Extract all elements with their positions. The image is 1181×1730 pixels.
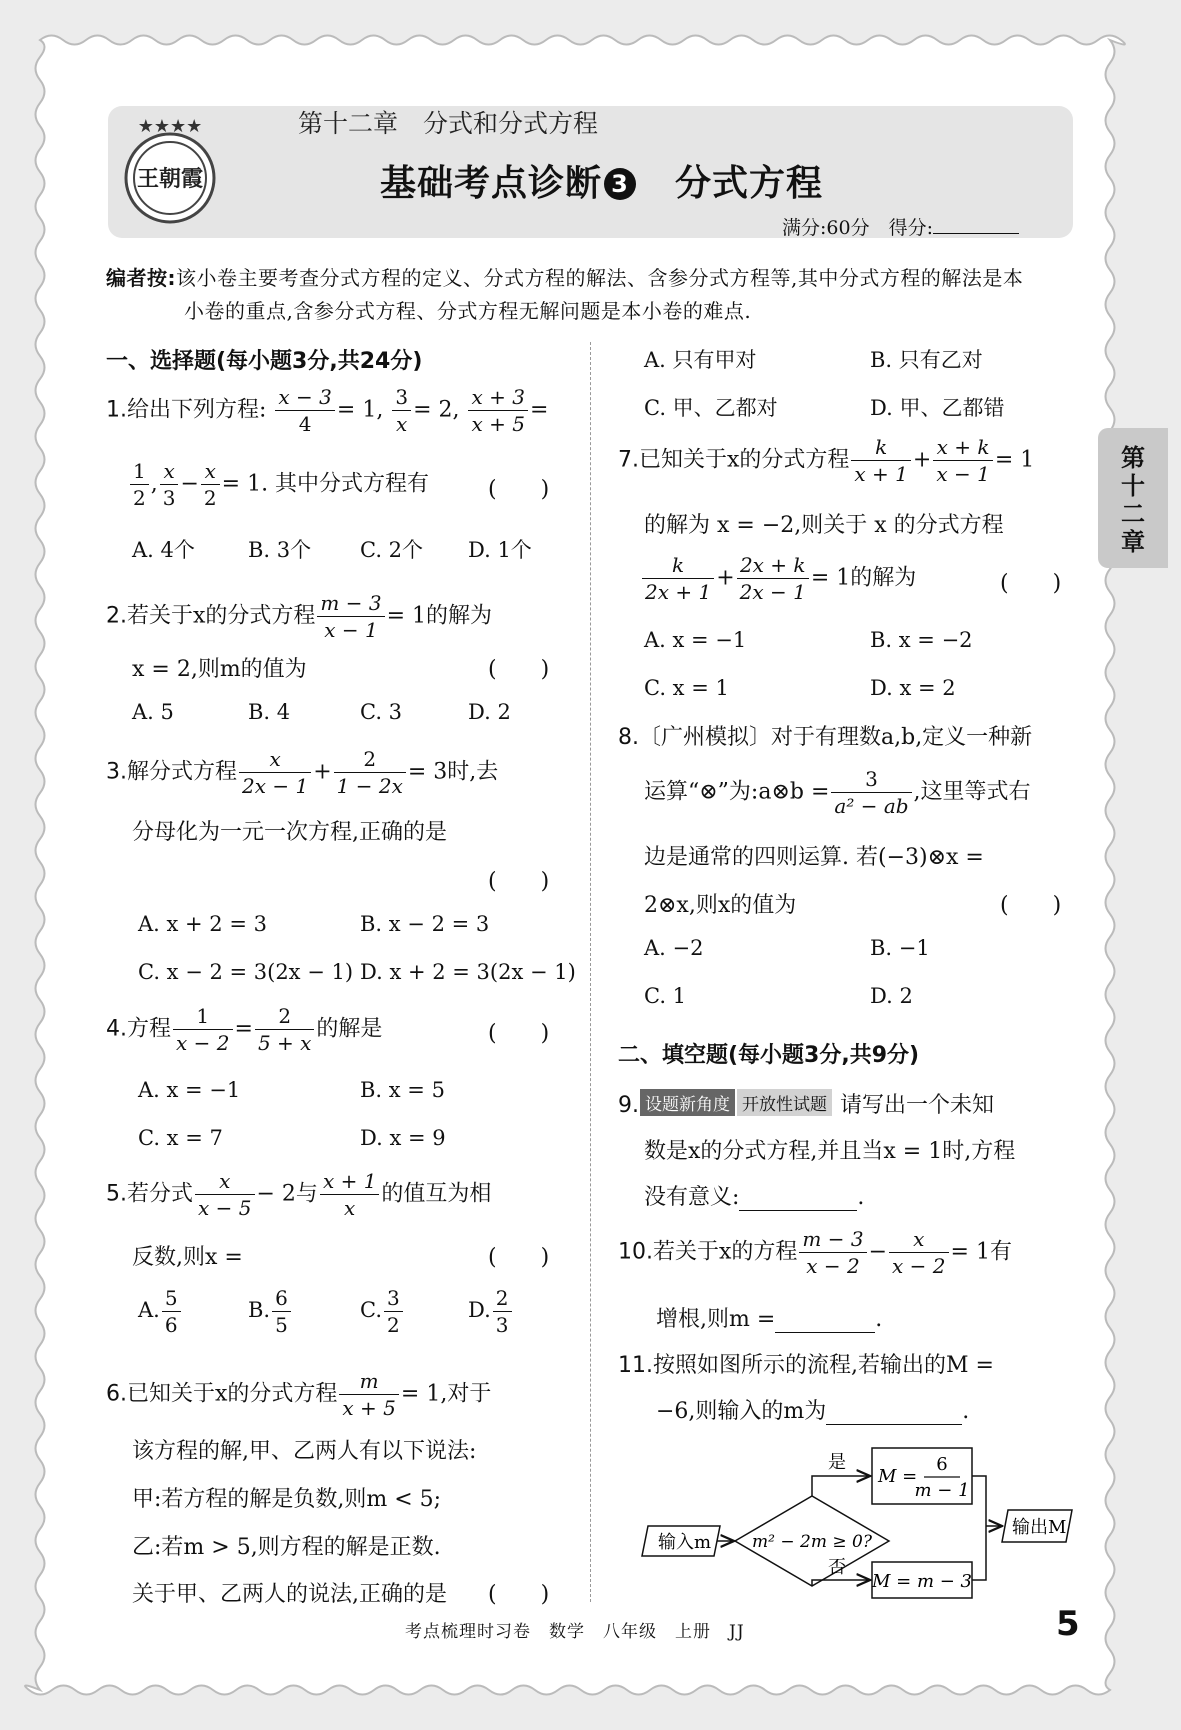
question-2: 2.若关于x的分式方程 $\frac{m - 3}{x - 1}$ = 1的解为 (106, 591, 493, 642)
question-5: 5.若分式 $\frac{x}{x - 5}$ − 2与 $\frac{x + 1}{x}$ 的值互为相 (106, 1169, 492, 1220)
answer-blank-9[interactable] (739, 1185, 857, 1211)
question-6-line2: 该方程的解,甲、乙两人有以下说法: (132, 1439, 477, 1464)
q5-option-b[interactable]: B. $\frac{6}{5}$ (248, 1285, 293, 1338)
question-10-line2: 增根,则m = . (656, 1307, 883, 1332)
q8-option-d[interactable]: D. 2 (870, 984, 913, 1008)
question-9: 9. 设题新角度 开放性试题 请写出一个未知 (618, 1088, 994, 1119)
svg-text:M = m − 3: M = m − 3 (871, 1571, 973, 1592)
q7-option-c[interactable]: C. x = 1 (644, 676, 729, 700)
flow-input-label: 输入m (658, 1532, 712, 1553)
question-6-line5: 关于甲、乙两人的说法,正确的是 (132, 1582, 447, 1607)
q5-option-d[interactable]: D. $\frac{2}{3}$ (468, 1285, 514, 1338)
question-6: 6.已知关于x的分式方程 $\frac{m}{x + 5}$ = 1,对于 (106, 1369, 492, 1420)
q5-option-a[interactable]: A. $\frac{5}{6}$ (138, 1285, 183, 1338)
svg-text:m − 1: m − 1 (914, 1480, 970, 1501)
question-1-line2: $\frac{1}{2}$ , $\frac{x}{3}$ − $\frac{x}{2}$ = 1. 其中分式方程有 (128, 458, 429, 511)
question-11-line2: −6,则输入的m为 . (656, 1399, 970, 1424)
flow-no-label: 否 (828, 1557, 846, 1578)
q4-option-a[interactable]: A. x = −1 (138, 1078, 241, 1102)
q2-option-c[interactable]: C. 3 (360, 700, 403, 724)
question-7: 7.已知关于x的分式方程 $\frac{k}{x + 1}$ + $\frac{x + k}{x - 1}$ = 1 (618, 435, 1035, 486)
publisher-logo (110, 114, 230, 234)
flowchart (640, 1430, 1080, 1600)
answer-paren-5[interactable]: ( ) (488, 1245, 550, 1270)
q3-option-a[interactable]: A. x + 2 = 3 (138, 912, 267, 936)
answer-blank-11[interactable] (826, 1399, 962, 1425)
question-8-line2: 运算“⊗”为:a⊗b = $\frac{3}{\text{a² − ab}}$ ,这里等式右 (644, 767, 1031, 818)
q8-option-a[interactable]: A. −2 (644, 936, 704, 960)
page-number: 5 (1056, 1604, 1080, 1644)
flow-condition-label: m² − 2m ≥ 0? (752, 1532, 872, 1552)
question-9-line2: 数是x的分式方程,并且当x = 1时,方程 (644, 1139, 1016, 1164)
answer-paren-1[interactable]: ( ) (488, 477, 550, 502)
q5-option-c[interactable]: C. $\frac{3}{2}$ (360, 1285, 405, 1338)
q6-option-c[interactable]: C. 甲、乙都对 (644, 396, 778, 420)
question-8: 8.〔广州模拟〕对于有理数a,b,定义一种新 (618, 725, 1033, 750)
q1-option-a[interactable]: A. 4个 (132, 538, 195, 562)
question-4: 4.方程 $\frac{1}{x - 2}$ = $\frac{2}{5 + x}$ 的解是 (106, 1004, 383, 1055)
answer-paren-6[interactable]: ( ) (488, 1582, 550, 1607)
q8-option-c[interactable]: C. 1 (644, 984, 687, 1008)
q1-option-d[interactable]: D. 1个 (468, 538, 532, 562)
q3-option-d[interactable]: D. x + 2 = 3(2x − 1) (360, 960, 576, 984)
question-6-line4: 乙:若m > 5,则方程的解是正数. (132, 1535, 441, 1560)
q3-option-b[interactable]: B. x − 2 = 3 (360, 912, 490, 936)
question-9-line3: 没有意义: . (644, 1185, 865, 1210)
column-divider (590, 342, 591, 1602)
question-7-line2: 的解为 x = −2,则关于 x 的分式方程 (644, 513, 1004, 538)
tag-new-angle: 设题新角度 (640, 1089, 735, 1116)
answer-paren-3[interactable]: ( ) (488, 869, 550, 894)
score-line: 满分:60分 得分: (782, 213, 1019, 240)
question-6-line3: 甲:若方程的解是负数,则m < 5; (132, 1487, 442, 1512)
q2-option-a[interactable]: A. 5 (132, 700, 174, 724)
q8-option-b[interactable]: B. −1 (870, 936, 930, 960)
q4-option-c[interactable]: C. x = 7 (138, 1126, 223, 1150)
answer-blank-10[interactable] (775, 1307, 875, 1333)
answer-paren-7[interactable]: ( ) (1000, 571, 1062, 596)
q7-option-d[interactable]: D. x = 2 (870, 676, 956, 700)
flow-yes-label: 是 (828, 1452, 846, 1473)
q7-option-b[interactable]: B. x = −2 (870, 628, 973, 652)
q7-option-a[interactable]: A. x = −1 (644, 628, 747, 652)
tag-open-question: 开放性试题 (737, 1089, 832, 1116)
section-choice-title: 一、选择题(每小题3分,共24分) (106, 349, 423, 374)
q4-option-b[interactable]: B. x = 5 (360, 1078, 445, 1102)
question-11: 11.按照如图所示的流程,若输出的M = (618, 1353, 994, 1378)
question-3: 3.解分式方程 $\frac{x}{2x - 1}$ + $\frac{2}{1 - 2x}$ = 3时,去 (106, 747, 499, 798)
section-fill-title: 二、填空题(每小题3分,共9分) (618, 1043, 920, 1068)
q1-option-c[interactable]: C. 2个 (360, 538, 424, 562)
svg-text:6: 6 (936, 1454, 948, 1475)
question-1: 1.给出下列方程: $\frac{x - 3}{4}$ = 1, $\frac{3}{x}$ = 2, $\frac{x + 3}{x + 5}$ = (106, 385, 549, 436)
chapter-side-label: 第十二章 (1121, 444, 1145, 556)
q2-option-b[interactable]: B. 4 (248, 700, 291, 724)
page-title: 基础考点诊断 3 分式方程 (380, 163, 824, 204)
q3-option-c[interactable]: C. x − 2 = 3(2x − 1) (138, 960, 354, 984)
question-3-line2: 分母化为一元一次方程,正确的是 (132, 820, 447, 845)
question-8-line4: 2⊗x,则x的值为 (644, 893, 797, 918)
q6-option-a[interactable]: A. 只有甲对 (644, 348, 757, 372)
answer-paren-8[interactable]: ( ) (1000, 893, 1062, 918)
question-5-line2: 反数,则x = (132, 1245, 243, 1270)
svg-text:★★★★: ★★★★ (137, 116, 203, 137)
footer-text: 考点梳理时习卷 数学 八年级 上册 JJ (405, 1622, 745, 1642)
flow-output-label: 输出M (1012, 1517, 1067, 1538)
q4-option-d[interactable]: D. x = 9 (360, 1126, 446, 1150)
chapter-title: 第十二章 分式和分式方程 (298, 109, 599, 138)
q6-option-d[interactable]: D. 甲、乙都错 (870, 396, 1005, 420)
question-8-line3: 边是通常的四则运算. 若(−3)⊗x = (644, 845, 984, 870)
q6-option-b[interactable]: B. 只有乙对 (870, 348, 983, 372)
logo-text: 王朝霞 (136, 166, 204, 192)
svg-text:M =: M = (878, 1466, 918, 1487)
question-2-line2: x = 2,则m的值为 (132, 657, 307, 682)
q1-option-b[interactable]: B. 3个 (248, 538, 312, 562)
question-10: 10.若关于x的方程 $\frac{m - 3}{x - 2}$ − $\frac{x}{x - 2}$ = 1有 (618, 1227, 1012, 1278)
editor-note: 编者按:该小卷主要考查分式方程的定义、分式方程的解法、含参分式方程等,其中分式方程的解法是本 小卷的重点,含参分式方程、分式方程无解问题是本小卷的难点. (106, 266, 1024, 323)
answer-paren-4[interactable]: ( ) (488, 1021, 550, 1046)
question-7-line3: $\frac{k}{2x + 1}$ + $\frac{2x + k}{2x - 1}$ = 1的解为 (640, 552, 916, 605)
answer-paren-2[interactable]: ( ) (488, 657, 550, 682)
q2-option-d[interactable]: D. 2 (468, 700, 511, 724)
